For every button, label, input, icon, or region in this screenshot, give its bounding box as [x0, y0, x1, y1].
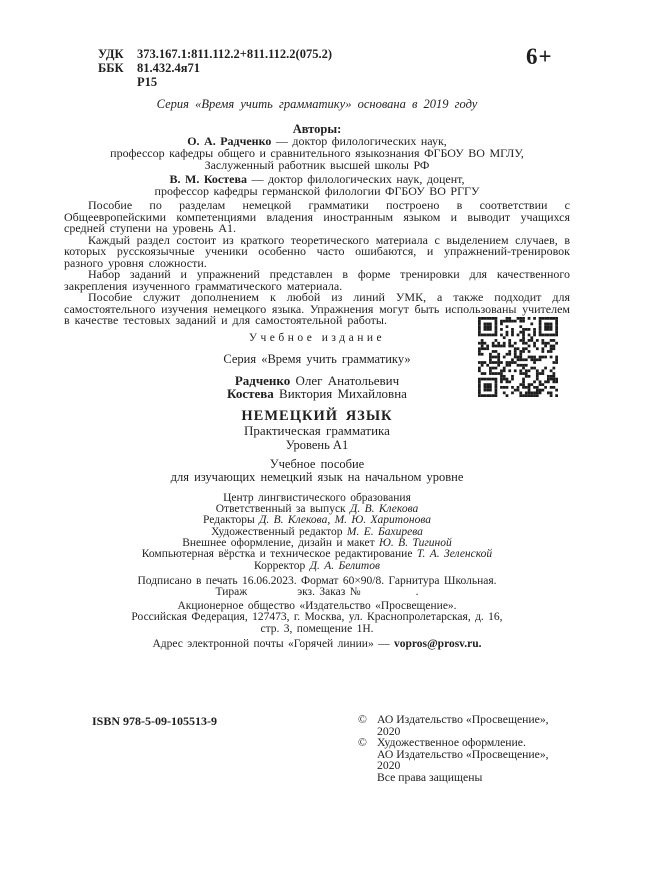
credit-line: Корректор Д. А. Белитов: [254, 559, 380, 572]
author-credential-line: Заслуженный работник высшей школы РФ: [204, 157, 430, 172]
bbk-line: [98, 62, 570, 76]
print-details: Подписано в печать 16.06.2023. Формат 60×90/8. Гарнитура Школьная.: [137, 574, 497, 587]
imprint-author-name: Радченко Олег Анатольевич: [234, 372, 400, 388]
book-subtitle: Практическая грамматика: [244, 422, 390, 438]
publishing-center: Центр лингвистического образования: [223, 491, 411, 504]
imprint-authors: [64, 374, 570, 401]
copyright-block: [358, 714, 570, 784]
copyright-sign: [358, 772, 377, 784]
edition-type-label: Учебное издание: [248, 331, 386, 344]
publisher-address: Акционерное общество «Издательство «Просвещение». Российская Федерация, 127473, г. Москва, ул. Краснопролетарская, д. 16, стр. 3, помещение 1Н.: [131, 599, 503, 635]
copyright-sign: ©: [358, 713, 367, 726]
print-run-line: Тираж экз. Заказ № .: [215, 586, 419, 599]
udk-value: 373.167.1:811.112.2+811.112.2(075.2): [137, 47, 332, 61]
book-title: НЕМЕЦКИЙ ЯЗЫК: [241, 407, 393, 424]
author-entry-kosteva: [64, 171, 570, 198]
credit-line: Компьютерная вёрстка и техническое редактирование Т. А. Зеленской: [141, 548, 493, 561]
annotation-paragraph: Пособие по разделам немецкой грамматики построено в соответствии с Общеевропейскими компетенциями владения иностранным языком и выводит учащихся средней ступени на уровень А1.: [64, 198, 570, 236]
copyright-line: АО Издательство «Просвещение», 2020: [358, 749, 570, 772]
annotation-paragraph: Каждый раздел состоит из краткого теоретического материала с выделением случаев, в которых русскоязычные ученики особенно часто ошибаются, и упражнений-тренировок разного уровня сложности.: [64, 232, 570, 270]
credits-block: [64, 493, 570, 572]
isbn: ISBN 978-5-09-105513-9: [92, 714, 217, 728]
copyright-sign: [358, 749, 377, 772]
print-info-block: [64, 576, 570, 651]
author-sign-line: [98, 76, 570, 90]
book-level: Уровень А1: [285, 437, 349, 452]
imprint-series: Серия «Время учить грамматику»: [223, 351, 411, 366]
hotline-email: vopros@prosv.ru.: [393, 638, 482, 651]
credit-line: Ответственный за выпуск Д. В. Клекова: [215, 503, 419, 516]
bbk-value: 81.432.4я71: [137, 60, 201, 75]
credit-line: Внешнее оформление, дизайн и макет Ю. В. Тигиной: [182, 537, 452, 550]
author-name: В. М. Костева: [169, 171, 247, 186]
classification-block: [98, 48, 570, 89]
annotation-paragraph: Пособие служит дополнением к любой из линий УМК, а также подходит для самостоятельного изучения немецкого языка. Упражнения могут быть использованы учителем в качестве тестовых заданий и для самостоятельной работы.: [64, 290, 570, 328]
author-name: О. А. Радченко: [187, 134, 272, 149]
bbk-label: ББК: [98, 60, 124, 75]
hotline-email-line: Адрес электронной почты «Горячей линии» — vopros@prosv.ru.: [152, 638, 482, 651]
udk-line: [98, 48, 570, 62]
annotation-paragraph: Набор заданий и упражнений представлен в форме тренировки для качественного закрепления изученного грамматического материала.: [64, 267, 570, 293]
series-founded-note: Серия «Время учить грамматику» основана в 2019 году: [156, 97, 478, 112]
author-credential-line: О. А. Радченко — доктор филологических наук,: [187, 134, 447, 149]
copyright-line: © Художественное оформление.: [358, 736, 526, 750]
book-kind-line: для изучающих немецкий язык на начальном уровне: [170, 469, 464, 484]
annotation-block: [64, 200, 570, 327]
copyright-sign: ©: [358, 736, 367, 750]
book-kind-line: Учебное пособие: [269, 456, 365, 471]
author-credential-line: профессор кафедры германской филологии ФГБОУ ВО РГГУ: [154, 183, 480, 198]
udk-label: УДК: [98, 47, 124, 61]
credit-line: Художественный редактор М. Е. Бахирева: [211, 525, 423, 538]
age-rating-badge: 6+: [526, 44, 553, 69]
imprint-author-name: Костева Виктория Михайловна: [227, 386, 407, 402]
authors-heading: Авторы:: [292, 122, 342, 137]
author-entry-radchenko: [64, 136, 570, 171]
credit-line: Редакторы Д. В. Клекова, М. Ю. Харитонова: [203, 514, 431, 527]
copyright-line: © АО Издательство «Просвещение», 2020: [358, 713, 549, 738]
author-credential-line: В. М. Костева — доктор филологических наук, доцент,: [169, 171, 465, 186]
book-kind: [64, 458, 570, 484]
author-credential-line: профессор кафедры общего и сравнительного языкознания ФГБОУ ВО МГЛУ,: [110, 146, 524, 161]
copyright-line: Все права защищены: [358, 772, 570, 784]
author-sign: Р15: [137, 74, 158, 89]
